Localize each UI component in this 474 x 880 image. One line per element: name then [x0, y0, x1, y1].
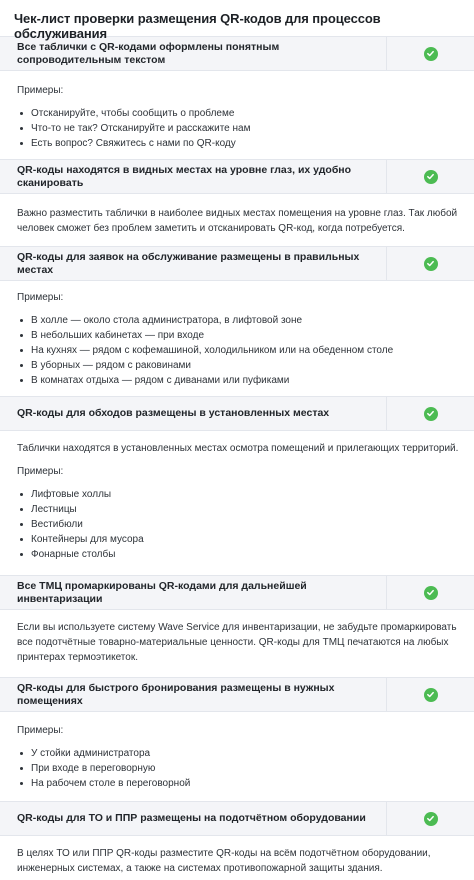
item-body [0, 431, 474, 575]
list-item: На рабочем столе в переговорной [17, 776, 460, 791]
list-item: В уборных — рядом с раковинами [17, 358, 460, 373]
check-circle-icon[interactable] [424, 586, 438, 600]
examples-label: Примеры: [17, 466, 64, 477]
checklist-item [0, 396, 474, 575]
check-circle-icon[interactable] [424, 170, 438, 184]
list-item: В небольших кабинетах — при входе [17, 328, 460, 343]
item-status-cell[interactable] [386, 37, 474, 70]
item-title: Все ТМЦ промаркированы QR-кодами для дальнейшей инвентаризации [17, 579, 307, 605]
list-item: Есть вопрос? Свяжитесь с нами по QR-коду [17, 136, 460, 151]
item-header [0, 246, 474, 281]
item-body [0, 194, 474, 246]
list-item: Что-то не так? Отсканируйте и расскажите нам [17, 121, 460, 136]
item-status-cell[interactable] [386, 247, 474, 280]
item-body [0, 281, 474, 396]
checklist-item [0, 801, 474, 880]
item-body [0, 836, 474, 880]
item-status-cell[interactable] [386, 160, 474, 193]
checklist-item [0, 159, 474, 246]
item-status-cell[interactable] [386, 397, 474, 430]
list-item: Контейнеры для мусора [17, 532, 460, 547]
item-header [0, 396, 474, 431]
item-status-cell[interactable] [386, 802, 474, 835]
item-header [0, 575, 474, 610]
item-header [0, 801, 474, 836]
item-status-cell[interactable] [386, 576, 474, 609]
item-title: QR-коды для быстрого бронирования размещены в нужных помещениях [17, 681, 335, 707]
examples-list [17, 313, 460, 388]
examples-list [17, 746, 460, 791]
item-description: В целях ТО или ППР QR-коды разместите QR-коды на всём подотчётном оборудовании, инженерных системах, а также на системах противопожарной защиты здания. [17, 848, 431, 874]
check-circle-icon[interactable] [424, 257, 438, 271]
item-title: Все таблички с QR-кодами оформлены понятным сопроводительным текстом [17, 40, 280, 66]
list-item: Лифтовые холлы [17, 487, 460, 502]
list-item: При входе в переговорную [17, 761, 460, 776]
item-body [0, 610, 474, 677]
list-item: В комнатах отдыха — рядом с диванами или пуфиками [17, 373, 460, 388]
item-title: QR-коды для ТО и ППР размещены на подотчётном оборудовании [17, 812, 366, 824]
item-status-cell[interactable] [386, 678, 474, 711]
checklist-item [0, 246, 474, 396]
item-body [0, 712, 474, 801]
item-header [0, 36, 474, 71]
check-circle-icon[interactable] [424, 407, 438, 421]
checklist [0, 36, 474, 880]
examples-label: Примеры: [17, 725, 64, 736]
check-circle-icon[interactable] [424, 812, 438, 826]
check-circle-icon[interactable] [424, 47, 438, 61]
list-item: Лестницы [17, 502, 460, 517]
item-title: QR-коды для заявок на обслуживание размещены в правильных местах [17, 250, 360, 276]
examples-list [17, 487, 460, 562]
list-item: Вестибюли [17, 517, 460, 532]
item-description: Если вы используете систему Wave Service для инвентаризации, не забудьте промаркировать все подотчётные товарно-материальные ценности. QR-коды для ТМЦ печатаются на любых принтерах термоэтикеток. [17, 622, 457, 663]
list-item: У стойки администратора [17, 746, 460, 761]
list-item: Фонарные столбы [17, 547, 460, 562]
list-item: Отсканируйте, чтобы сообщить о проблеме [17, 106, 460, 121]
item-description: Важно разместить таблички в наиболее видных местах помещения на уровне глаз. Так любой человек сможет без проблем заметить и отсканировать QR-код, когда потребуется. [17, 208, 458, 234]
examples-label: Примеры: [17, 292, 64, 303]
check-circle-icon[interactable] [424, 688, 438, 702]
item-header [0, 159, 474, 194]
item-body [0, 71, 474, 159]
item-title: QR-коды для обходов размещены в установленных местах [17, 407, 330, 419]
checklist-item [0, 36, 474, 159]
page-title: Чек-лист проверки размещения QR-кодов для процессов обслуживания [14, 11, 381, 41]
list-item: В холле — около стола администратора, в лифтовой зоне [17, 313, 460, 328]
item-description: Таблички находятся в установленных местах осмотра помещений и прилегающих территорий. [17, 443, 459, 454]
item-header [0, 677, 474, 712]
examples-list [17, 106, 460, 151]
list-item: На кухнях — рядом с кофемашиной, холодильником или на обеденном столе [17, 343, 460, 358]
checklist-item [0, 677, 474, 801]
item-title: QR-коды находятся в видных местах на уровне глаз, их удобно сканировать [17, 163, 352, 189]
checklist-item [0, 575, 474, 677]
examples-label: Примеры: [17, 85, 64, 96]
